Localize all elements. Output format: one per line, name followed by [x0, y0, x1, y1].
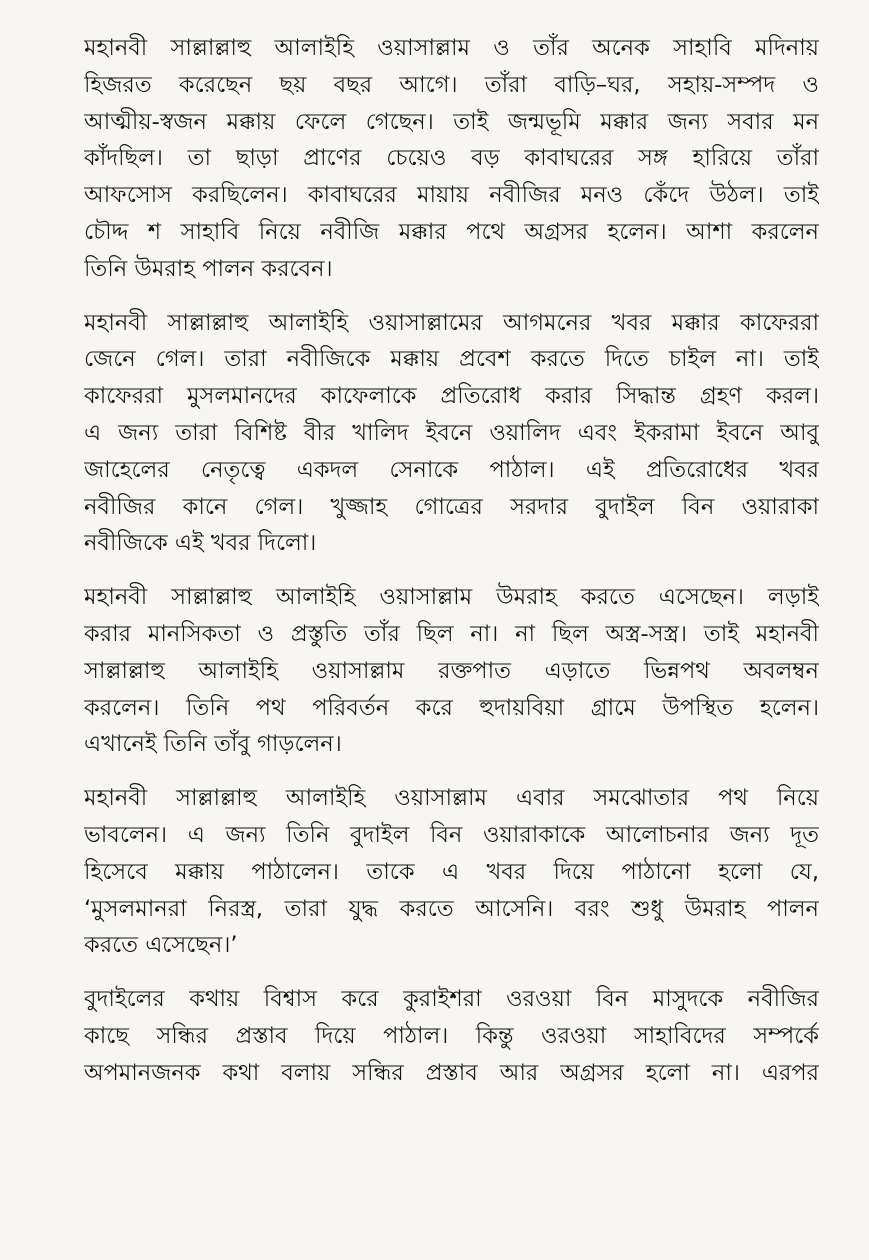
- text-line: জাহেলের নেতৃত্বে একদল সেনাকে পাঠাল। এই প্রতিরোধের খবর: [84, 456, 819, 483]
- text-line: সাল্লাল্লাহু আলাইহি ওয়াসাল্লাম রক্তপাত এড়াতে ভিন্নপথ অবলম্বন: [84, 657, 819, 684]
- text-line: মহানবী সাল্লাল্লাহু আলাইহি ওয়াসাল্লাম উমরাহ করতে এসেছেন। লড়াই: [84, 584, 819, 611]
- text-line: কাফেররা মুসলমানদের কাফেলাকে প্রতিরোধ করার সিদ্ধান্ত গ্রহণ করল।: [84, 383, 819, 410]
- paragraph-4: [84, 780, 819, 964]
- text-line: মহানবী সাল্লাল্লাহু আলাইহি ওয়াসাল্লাম এবার সমঝোতার পথ নিয়ে: [84, 785, 819, 812]
- text-line: এ জন্য তারা বিশিষ্ট বীর খালিদ ইবনে ওয়ালিদ এবং ইকরামা ইবনে আবু: [84, 419, 819, 446]
- text-line: জেনে গেল। তারা নবীজিকে মক্কায় প্রবেশ করতে দিতে চাইল না। তাই: [84, 346, 819, 373]
- text-line: ‘মুসলমানরা নিরস্ত্র, তারা যুদ্ধ করতে আসেনি। বরং শুধু উমরাহ পালন: [84, 895, 819, 922]
- paragraph-2: [84, 305, 819, 563]
- text-line: বুদাইলের কথায় বিশ্বাস করে কুরাইশরা ওরওয়া বিন মাসুদকে নবীজির: [84, 986, 819, 1013]
- text-line: তিনি উমরাহ পালন করবেন।: [84, 255, 333, 282]
- text-line: মহানবী সাল্লাল্লাহু আলাইহি ওয়াসাল্লাম ও তাঁর অনেক সাহাবি মদিনায়: [84, 35, 819, 61]
- paragraph-3: [84, 579, 819, 763]
- text-line: কাঁদছিল। তা ছাড়া প্রাণের চেয়েও বড় কাবাঘরের সঙ্গ হারিয়ে তাঁরা: [84, 145, 819, 172]
- text-line: করলেন। তিনি পথ পরিবর্তন করে হুদায়বিয়া গ্রামে উপস্থিত হলেন।: [84, 694, 819, 721]
- text-line: চৌদ্দ শ সাহাবি নিয়ে নবীজি মক্কার পথে অগ্রসর হলেন। আশা করলেন: [84, 218, 819, 245]
- text-line: আত্মীয়-স্বজন মক্কায় ফেলে গেছেন। তাই জন্মভূমি মক্কার জন্য সবার মন: [84, 108, 819, 135]
- text-line: ভাবলেন। এ জন্য তিনি বুদাইল বিন ওয়ারাকাকে আলোচনার জন্য দূত: [84, 821, 819, 848]
- text-line: নবীজিকে এই খবর দিলো।: [84, 530, 317, 557]
- paragraph-5: [84, 981, 819, 1091]
- text-line: এখানেই তিনি তাঁবু গাড়লেন।: [84, 731, 342, 758]
- text-line: করতে এসেছেন।’: [84, 932, 238, 959]
- text-line: আফসোস করছিলেন। কাবাঘরের মায়ায় নবীজির মনও কেঁদে উঠল। তাই: [84, 182, 819, 209]
- text-line: নবীজির কানে গেল। খুজ্জাহ গোত্রের সরদার বুদাইল বিন ওয়ারাকা: [84, 493, 819, 520]
- paragraph-1: [84, 30, 819, 288]
- text-line: করার মানসিকতা ও প্রস্তুতি তাঁর ছিল না। না ছিল অস্ত্র-সস্ত্র। তাই মহানবী: [84, 620, 819, 647]
- text-line: হিসেবে মক্কায় পাঠালেন। তাকে এ খবর দিয়ে পাঠানো হলো যে,: [84, 858, 819, 885]
- text-line: হিজরত করেছেন ছয় বছর আগে। তাঁরা বাড়ি–ঘর, সহায়-সম্পদ ও: [84, 71, 819, 98]
- text-line: মহানবী সাল্লাল্লাহু আলাইহি ওয়াসাল্লামের আগমনের খবর মক্কার কাফেররা: [84, 309, 819, 336]
- text-line: অপমানজনক কথা বলায় সন্ধির প্রস্তাব আর অগ্রসর হলো না। এরপর: [84, 1059, 819, 1086]
- text-line: কাছে সন্ধির প্রস্তাব দিয়ে পাঠাল। কিন্তু ওরওয়া সাহাবিদের সম্পর্কে: [84, 1022, 819, 1049]
